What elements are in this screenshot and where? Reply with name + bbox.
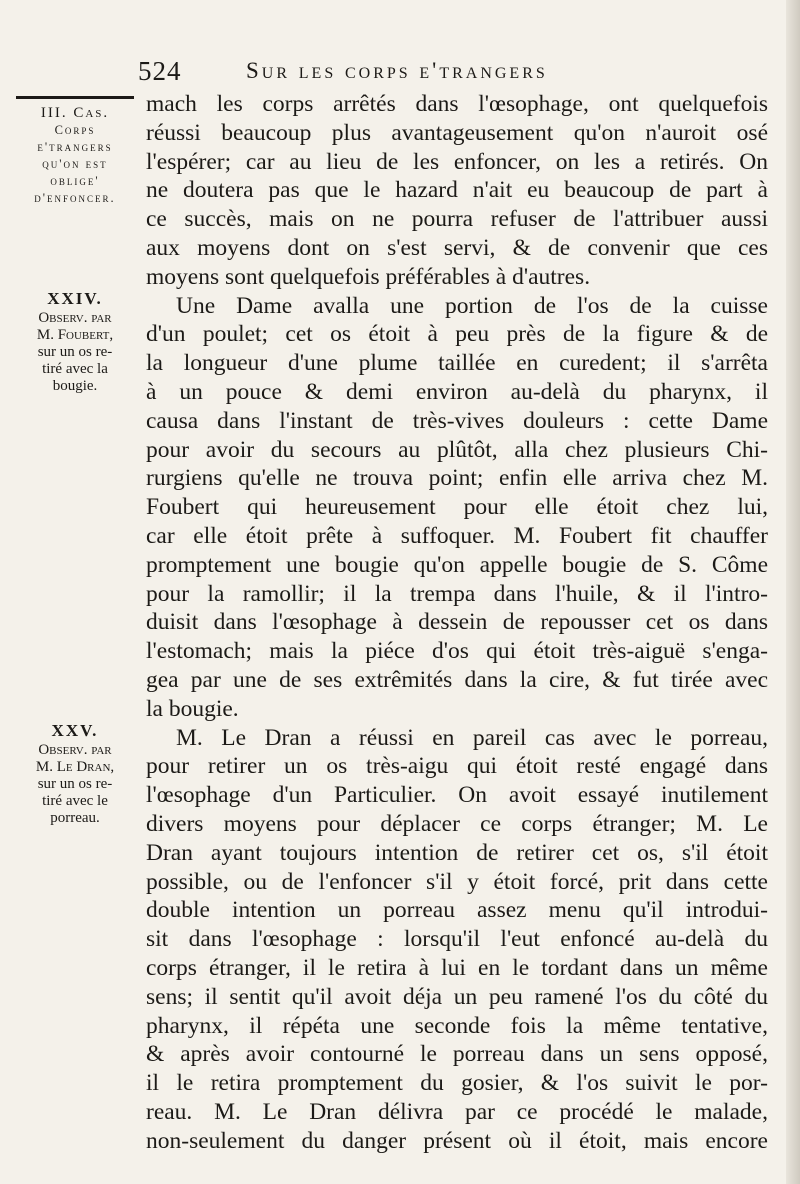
text-line: l'œsophage d'un Particulier. On avoit essayé inutilement [146,782,768,809]
text-line: Foubert qui heureusement pour elle étoit chez lui, [146,494,768,521]
text-line: réussi beaucoup plus avantageusement qu'on n'auroit osé [146,119,768,146]
text-line: l'estomach; mais la piéce d'os qui étoit très-aiguë s'enga- [146,638,768,665]
margin-note-line: sur un os re- [37,776,113,792]
text-line: pour avoir du secours au plûtôt, alla chez plusieurs Chi- [146,436,768,463]
main-text-column [146,90,768,1155]
text-line: ce succès, mais on ne pourra refuser de l'attribuer aussi [146,206,768,233]
page-edge-shadow [786,0,800,1184]
margin-note-line: M. Le Dran, [35,759,115,775]
text-line: pharynx, il répéta une seconde fois la même tentative, [146,1012,768,1039]
text-line: reau. M. Le Dran délivra par ce procédé le malade, [146,1098,768,1125]
margin-note-line: tiré avec la [42,361,108,377]
text-line: car elle étoit prête à suffoquer. M. Foubert fit chauffer [146,522,768,549]
observation-number: XXV. [51,721,99,740]
text-line: Une Dame avalla une portion de l'os de la cuisse [176,292,768,319]
text-line: d'un poulet; cet os étoit à peu près de la figure & de [146,321,768,348]
text-line: gea par une de ses extrêmités dans la cire, & fut tirée avec [146,666,768,693]
text-line: sens; il sentit qu'il avoit déja un peu ramené l'os du côté du [146,983,768,1010]
text-line: pour la ramollir; il la trempa dans l'huile, & il l'intro- [146,580,768,607]
text-line: M. Le Dran a réussi en pareil cas avec le porreau, [176,724,768,751]
text-line: la bougie. [146,695,239,722]
margin-note-line: tiré avec le [42,793,108,809]
margin-note-line: Observ. par [38,310,112,326]
page-number: 524 [138,56,182,86]
text-line: non-seulement du danger présent où il étoit, mais encore [146,1127,768,1154]
text-line: corps étranger, il le retira à lui en le tordant dans un même [146,954,768,981]
observation-number: XXIV. [47,289,103,308]
text-line: à un pouce & demi environ au-delà du pharynx, il [146,378,768,405]
margin-note-line: Observ. par [38,742,112,758]
text-line: & après avoir contourné le porreau dans un sens opposé, [146,1041,768,1068]
margin-note-line: oblige' [50,174,100,188]
margin-note-line: d'enfoncer. [34,191,116,205]
running-header [138,56,658,92]
margin-note-case [10,96,140,207]
text-line: sit dans l'œsophage : lorsqu'il l'eut enfoncé au-delà du [146,926,768,953]
text-line: Dran ayant toujours intention de retirer cet os, s'il étoit [146,839,768,866]
margin-note-line: M. Foubert, [36,327,114,343]
text-line: l'espérer; car au lieu de les enfoncer, on les a retirés. On [146,148,768,175]
margin-rule [16,96,134,99]
margin-note-line: III. Cas. [40,105,110,121]
margin-note-line: e'trangers [37,140,113,154]
text-line: divers moyens pour déplacer ce corps étranger; M. Le [146,810,768,837]
margin-note-line: qu'on est [42,157,108,171]
text-line: la longueur d'une plume taillée en curedent; il s'arrêta [146,350,768,377]
text-line: duisit dans l'œsophage à dessein de repousser cet os dans [146,609,768,636]
text-line: double intention un porreau assez menu qu'il introdui- [146,897,768,924]
text-line: ne doutera pas que le hazard n'ait eu beaucoup de part à [146,177,768,204]
text-line: aux moyens dont on s'est servi, & de convenir que ces [146,234,768,261]
margin-note-observation-25 [10,722,140,827]
text-line: moyens sont quelquefois préférables à d'autres. [146,263,591,290]
margin-note-observation-24 [10,290,140,395]
text-line: promptement une bougie qu'on appelle bougie de S. Côme [146,551,768,578]
text-line: rurgiens qu'elle ne trouva point; enfin elle arriva chez M. [146,465,768,492]
text-line: il le retira promptement du gosier, & l'os suivit le por- [146,1070,768,1097]
margin-note-line: bougie. [52,378,98,394]
text-line: causa dans l'instant de très-vives douleurs : cette Dame [146,407,768,434]
margin-note-line: sur un os re- [37,344,113,360]
margin-note-line: porreau. [50,810,100,826]
text-line: pour retirer un os très-aigu qui étoit resté engagé dans [146,753,768,780]
text-line: mach les corps arrêtés dans l'œsophage, ont quelquefois [146,91,768,117]
running-title: Sur les corps e'trangers [246,58,548,83]
margin-note-line: Corps [54,123,96,137]
text-line: possible, ou de l'enfoncer s'il y étoit forcé, prit dans cette [146,868,768,895]
